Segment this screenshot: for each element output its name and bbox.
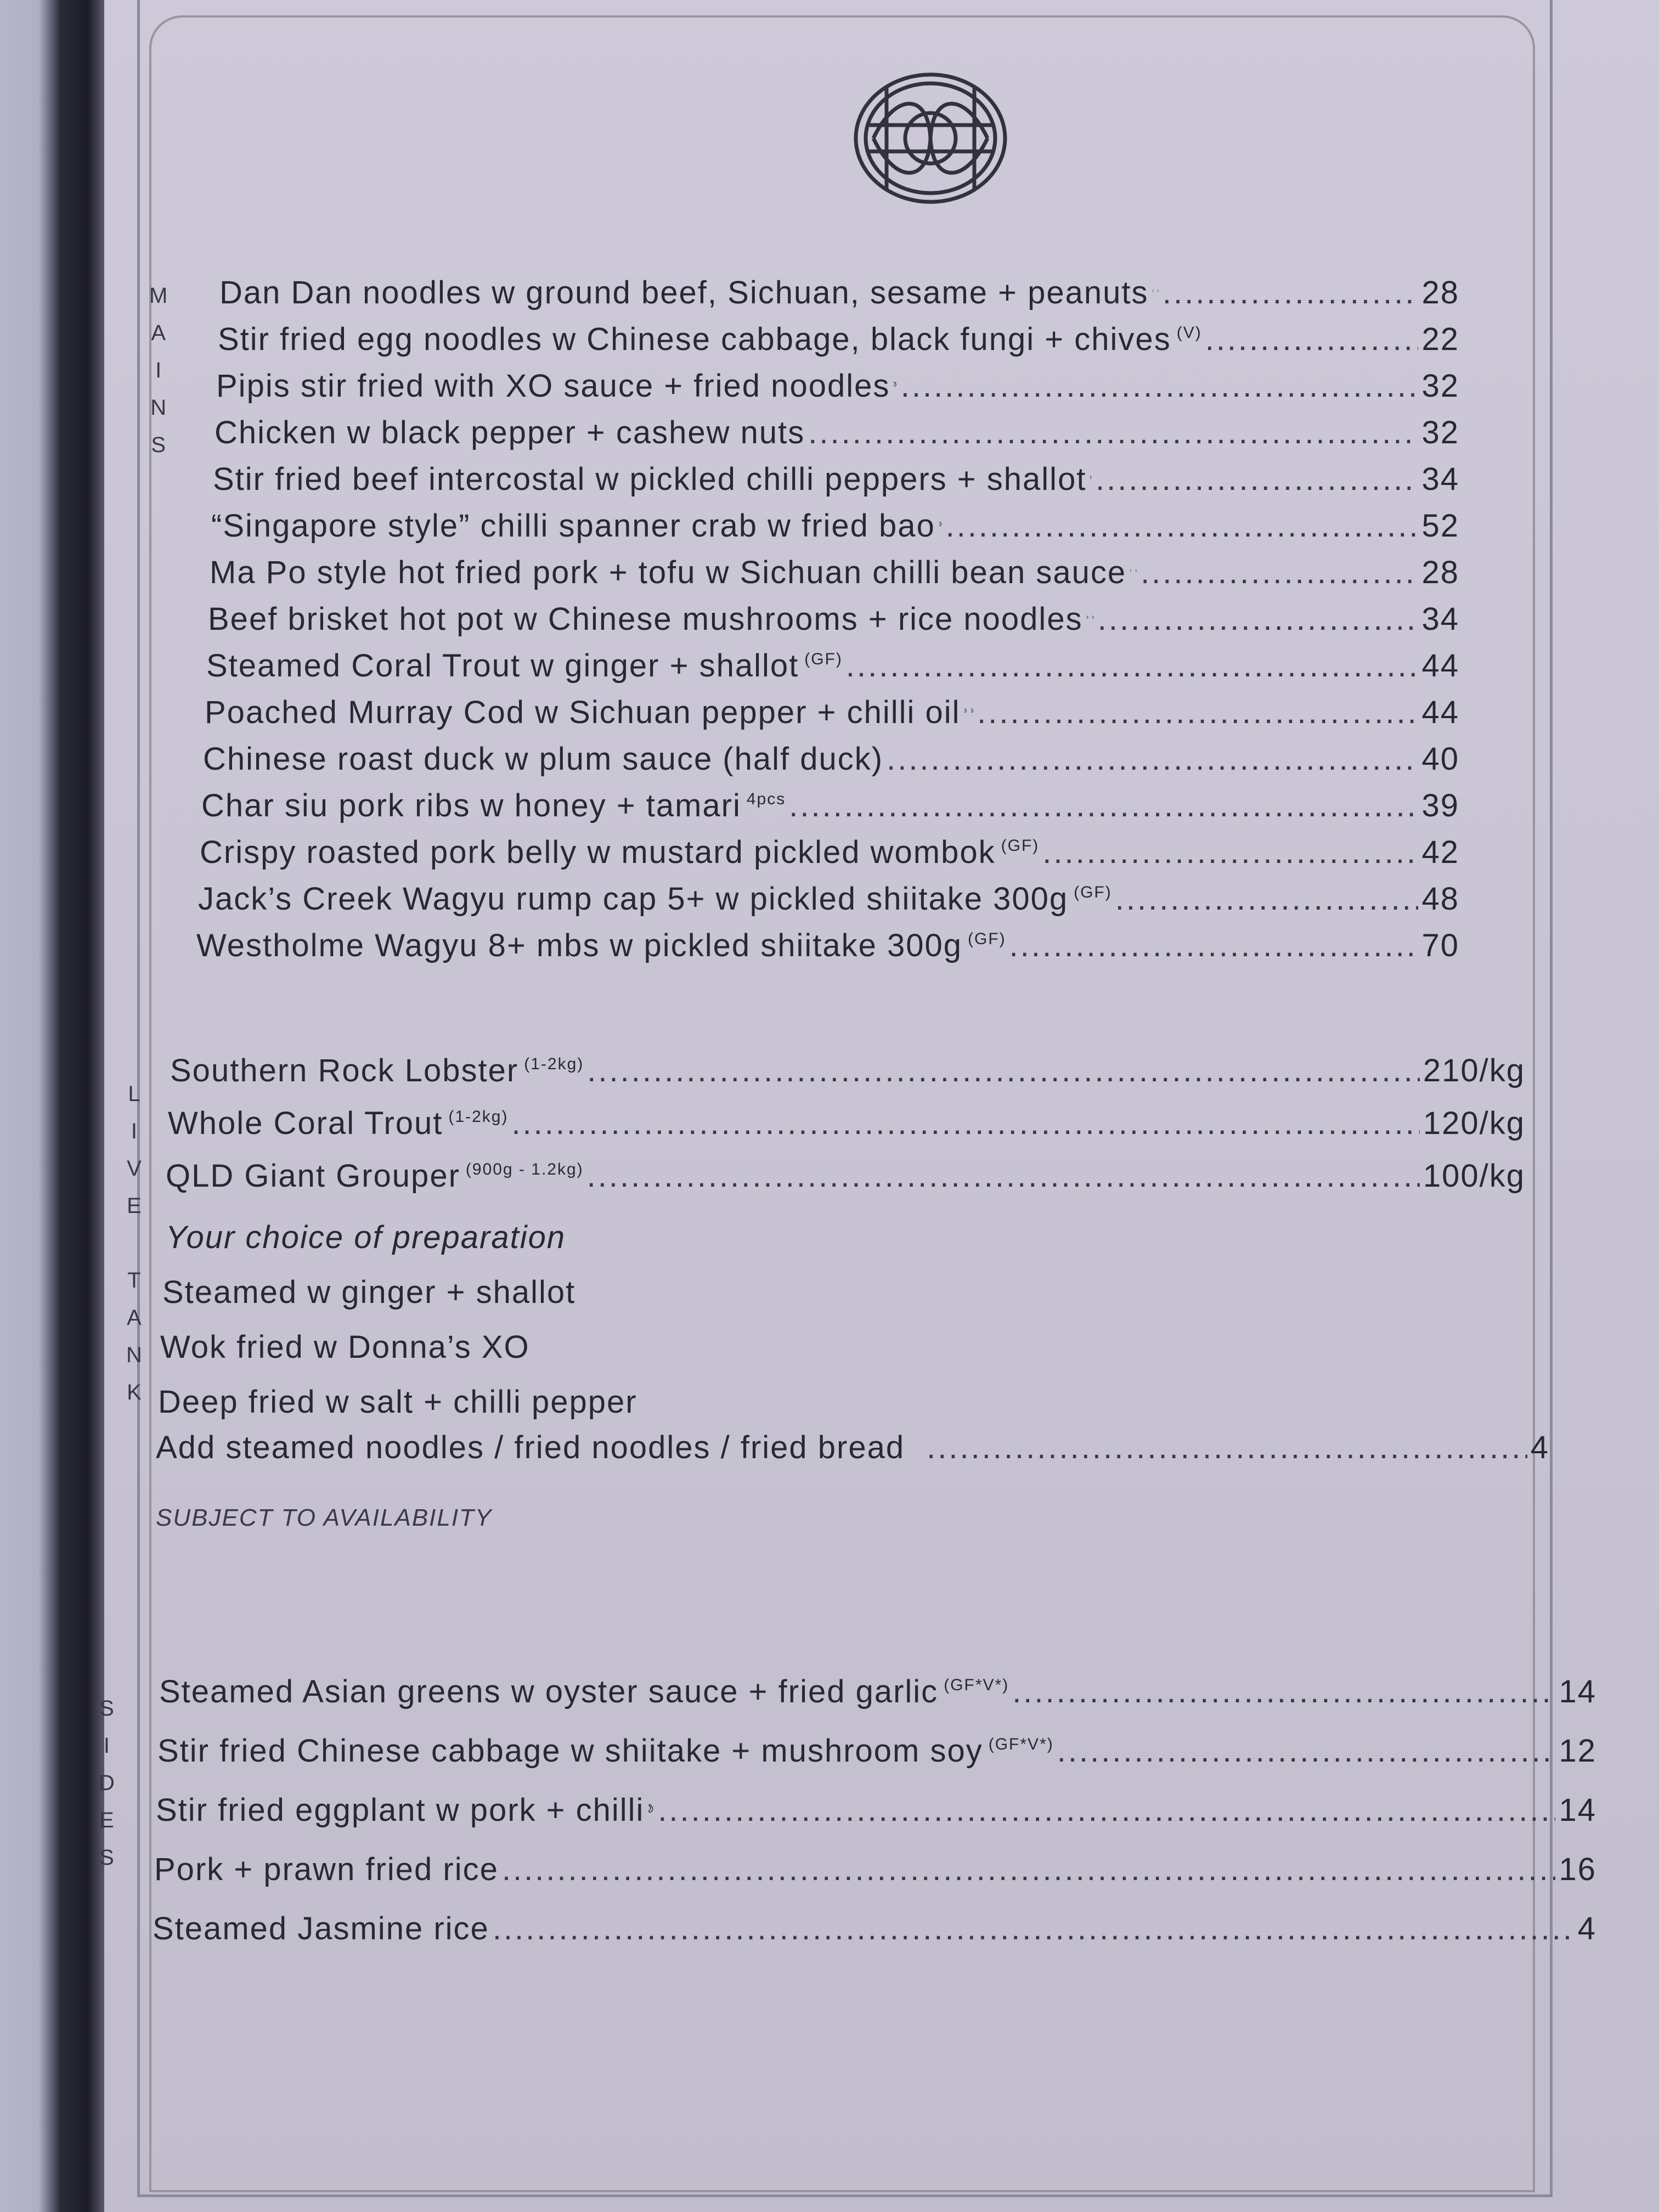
chilli-icon	[893, 371, 897, 397]
menu-item-row	[200, 834, 1459, 871]
leader-dots	[511, 1105, 1419, 1142]
leader-dots	[946, 507, 1419, 544]
chilli-icon	[939, 511, 943, 537]
section-label-letter: E	[99, 1808, 114, 1832]
mains-section-label	[149, 277, 167, 464]
preparation-option: Steamed w ginger + shallot	[162, 1274, 576, 1310]
leader-dots	[502, 1851, 1556, 1888]
menu-item-row	[208, 601, 1459, 637]
menu-item-price: 32	[1421, 368, 1459, 404]
menu-item-name: Pork + prawn fried rice	[154, 1852, 499, 1887]
chilli-icon	[647, 1796, 654, 1821]
menu-item-name: Southern Rock Lobster	[170, 1053, 519, 1088]
menu-item-row	[205, 694, 1459, 731]
menu-item-price: 44	[1421, 648, 1459, 684]
menu-item-row	[154, 1851, 1596, 1888]
leader-dots	[977, 694, 1418, 731]
menu-item-price: 28	[1421, 275, 1459, 311]
menu-item-name: Beef brisket hot pot w Chinese mushrooms + rice noodles	[208, 601, 1083, 637]
menu-item-price: 120/kg	[1423, 1105, 1525, 1141]
chilli-icon	[964, 698, 967, 723]
section-label-letter: I	[103, 1734, 110, 1758]
section-label-letter: V	[127, 1156, 142, 1181]
menu-item-row	[218, 321, 1459, 358]
section-label-letter: K	[127, 1380, 142, 1404]
menu-item-name: Stir fried beef intercostal w pickled chilli peppers + shallot	[213, 461, 1087, 497]
leader-dots	[1009, 927, 1419, 964]
menu-item-name: Whole Coral Trout	[168, 1105, 443, 1141]
leader-dots	[1205, 321, 1419, 358]
menu-item-name: Steamed Coral Trout w ginger + shallot	[206, 648, 799, 684]
menu-item-name: Chicken w black pepper + cashew nuts	[215, 415, 805, 450]
leader-dots	[789, 787, 1418, 824]
menu-item-price: 52	[1421, 508, 1459, 544]
chilli-icon	[1092, 605, 1094, 630]
menu-page	[99, 0, 1659, 2212]
leader-dots	[1096, 461, 1418, 498]
leader-dots	[846, 647, 1419, 684]
menu-item-name: Char siu pork ribs w honey + tamari	[201, 788, 741, 823]
section-label-letter: A	[127, 1306, 142, 1330]
menu-item-row	[153, 1910, 1596, 1947]
menu-item-price: 14	[1559, 1792, 1596, 1828]
chilli-icon	[1157, 278, 1159, 303]
section-label-letter: S	[99, 1696, 114, 1720]
menu-item-row	[170, 1052, 1525, 1089]
menu-item-name: Jack’s Creek Wagyu rump cap 5+ w pickled shiitake 300g	[198, 881, 1069, 917]
chilli-icon	[1086, 605, 1089, 630]
addon-price: 4	[1530, 1430, 1549, 1465]
leader-dots	[901, 368, 1419, 404]
menu-item-price: 22	[1421, 321, 1459, 357]
menu-item-price: 14	[1559, 1674, 1596, 1709]
menu-item-row	[210, 554, 1459, 591]
menu-item-name: Steamed Jasmine rice	[153, 1911, 489, 1946]
leader-dots	[587, 1052, 1420, 1089]
chilli-icon	[1130, 558, 1132, 583]
section-label-letter: T	[127, 1268, 141, 1293]
menu-item-row	[196, 927, 1459, 964]
leader-dots	[493, 1910, 1575, 1947]
availability-note: SUBJECT TO AVAILABILITY	[156, 1504, 493, 1531]
section-label-letter: L	[128, 1082, 140, 1106]
menu-item-row	[156, 1792, 1596, 1829]
menu-item-row	[213, 461, 1459, 498]
dietary-note: 4pcs	[746, 790, 786, 808]
menu-item-price: 42	[1421, 834, 1459, 870]
chilli-icon	[1090, 465, 1092, 490]
menu-item-row	[219, 274, 1459, 311]
menu-item-name: Pipis stir fried with XO sauce + fried noodles	[216, 368, 890, 404]
menu-item-price: 4	[1577, 1911, 1596, 1946]
menu-item-name: Stir fried Chinese cabbage w shiitake + mushroom soy	[157, 1733, 983, 1769]
menu-item-name: Ma Po style hot fried pork + tofu w Sichuan chilli bean sauce	[210, 555, 1127, 590]
menu-item-price: 34	[1421, 461, 1459, 497]
menu-item-row	[203, 741, 1459, 777]
menu-item-price: 16	[1559, 1852, 1596, 1887]
menu-item-name: Steamed Asian greens w oyster sauce + fried garlic	[159, 1674, 939, 1709]
menu-item-name: Crispy roasted pork belly w mustard pickled wombok	[200, 834, 996, 870]
menu-item-name: Stir fried eggplant w pork + chilli	[156, 1792, 645, 1828]
leader-dots	[808, 414, 1418, 451]
menu-item-price: 12	[1559, 1733, 1596, 1769]
menu-item-name: Dan Dan noodles w ground beef, Sichuan, sesame + peanuts	[219, 275, 1149, 311]
menu-item-price: 40	[1421, 741, 1459, 777]
addon-row	[156, 1429, 1549, 1466]
menu-item-price: 70	[1421, 928, 1459, 963]
preparation-option: Deep fried w salt + chilli pepper	[158, 1384, 637, 1420]
chilli-icon	[1135, 558, 1137, 583]
leader-dots	[1141, 554, 1418, 591]
chilli-icon	[970, 698, 974, 723]
section-label-letter: N	[150, 396, 167, 420]
dietary-note: (1-2kg)	[448, 1108, 509, 1126]
menu-item-row	[215, 414, 1459, 451]
menu-item-row	[211, 507, 1459, 544]
menu-item-price: 210/kg	[1423, 1053, 1525, 1088]
dietary-note: (1-2kg)	[524, 1055, 584, 1073]
dietary-note: (GF)	[804, 650, 843, 668]
menu-item-name: Chinese roast duck w plum sauce (half duck)	[203, 741, 884, 777]
section-label-letter: A	[151, 321, 166, 345]
menu-item-name: Westholme Wagyu 8+ mbs w pickled shiitake 300g	[196, 928, 963, 963]
section-label-letter: S	[99, 1846, 114, 1870]
menu-item-price: 39	[1421, 788, 1459, 823]
menu-item-name: “Singapore style” chilli spanner crab w fried bao	[211, 508, 935, 544]
menu-item-row	[201, 787, 1459, 824]
menu-item-name: QLD Giant Grouper	[166, 1158, 460, 1194]
menu-item-price: 100/kg	[1423, 1158, 1525, 1194]
dietary-note: (900g - 1.2kg)	[465, 1160, 584, 1178]
menu-item-row	[168, 1105, 1525, 1142]
leader-dots	[1057, 1733, 1556, 1769]
preparation-heading: Your choice of preparation	[166, 1220, 566, 1255]
section-label-letter: E	[127, 1194, 142, 1218]
menu-item-row	[157, 1733, 1596, 1769]
leader-dots	[927, 1429, 1527, 1466]
addon-name: Add steamed noodles / fried noodles / fried bread	[156, 1430, 905, 1465]
dietary-note: (GF)	[1074, 883, 1112, 901]
menu-item-row	[206, 647, 1459, 684]
leader-dots	[1163, 274, 1419, 311]
preparation-option: Wok fried w Donna’s XO	[160, 1329, 530, 1365]
menu-item-row	[159, 1673, 1596, 1710]
dietary-note: (V)	[1176, 324, 1202, 342]
section-label-letter: D	[99, 1771, 115, 1795]
menu-item-row	[216, 368, 1459, 404]
menu-item-row	[198, 881, 1459, 917]
sides-section-label	[99, 1690, 115, 1876]
menu-item-name: Stir fried egg noodles w Chinese cabbage, black fungi + chives	[218, 321, 1171, 357]
menu-item-price: 48	[1421, 881, 1459, 917]
leader-dots	[587, 1158, 1420, 1194]
menu-item-name: Poached Murray Cod w Sichuan pepper + chilli oil	[205, 695, 961, 730]
section-label-letter: M	[149, 284, 168, 308]
menu-item-price: 44	[1421, 695, 1459, 730]
lattice-medallion-logo	[851, 70, 1009, 206]
menu-item-price: 34	[1421, 601, 1459, 637]
leader-dots	[658, 1792, 1555, 1829]
section-label-letter	[131, 1224, 137, 1262]
dietary-note: (GF)	[968, 930, 1006, 948]
section-label-letter: I	[131, 1119, 137, 1143]
live-tank-section-label	[126, 1075, 142, 1411]
section-label-letter: S	[151, 433, 166, 457]
leader-dots	[1042, 834, 1418, 871]
chilli-icon	[1152, 278, 1154, 303]
dietary-note: (GF*V*)	[944, 1676, 1009, 1694]
leader-dots	[1012, 1673, 1555, 1710]
dietary-note: (GF*V*)	[988, 1735, 1054, 1753]
dietary-note: (GF)	[1001, 837, 1040, 855]
menu-item-price: 32	[1421, 415, 1459, 450]
leader-dots	[1098, 601, 1419, 637]
menu-item-row	[166, 1158, 1525, 1194]
section-label-letter: I	[155, 358, 162, 382]
menu-item-price: 28	[1421, 555, 1459, 590]
book-spine	[0, 0, 104, 2212]
leader-dots	[1115, 881, 1419, 917]
leader-dots	[887, 741, 1418, 777]
section-label-letter: N	[126, 1343, 142, 1367]
